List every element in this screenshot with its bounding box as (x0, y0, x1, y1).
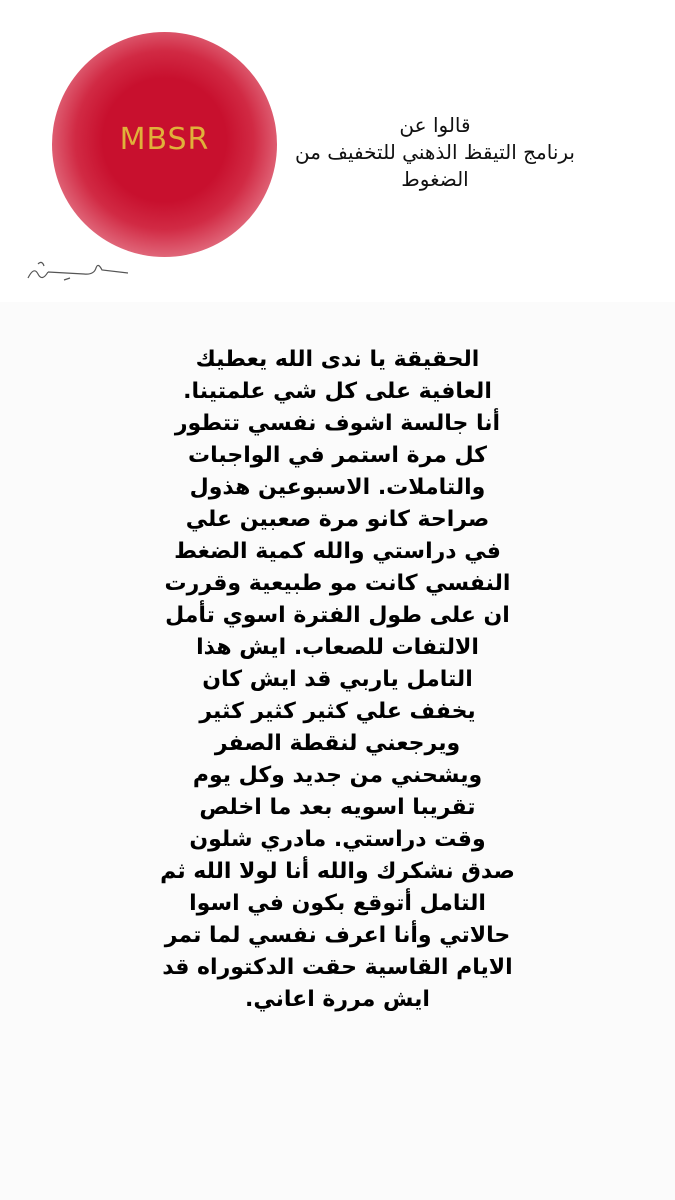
testimonial-line: حالاتي وأنا اعرف نفسي لما تمر (164, 923, 511, 948)
testimonial-line: ايش مررة اعاني. (245, 987, 430, 1012)
page-title (275, 112, 595, 193)
testimonial-line: صدق نشكرك والله أنا لولا الله ثم (160, 859, 515, 884)
signature-mark (24, 256, 134, 286)
testimonial-line: تقريبا اسويه بعد ما اخلص (199, 795, 476, 820)
mbsr-logo (52, 32, 277, 257)
testimonial-line: وقت دراستي. مادري شلون (189, 827, 486, 852)
title-line: برنامج التيقظ الذهني للتخفيف من (295, 140, 575, 164)
header-section (0, 0, 675, 300)
testimonial-line: في دراستي والله كمية الضغط (174, 539, 501, 564)
testimonial-line: الالتفات للصعاب. ايش هذا (196, 635, 479, 660)
testimonial-line: العافية على كل شي علمتينا. (183, 379, 492, 404)
testimonial-line: التامل أتوقع بكون في اسوا (189, 891, 486, 916)
testimonial-line: الايام القاسية حقت الدكتوراه قد (162, 955, 513, 980)
testimonial-line: الحقيقة يا ندى الله يعطيك (195, 347, 480, 372)
testimonial-line: والتاملات. الاسبوعين هذول (189, 475, 486, 500)
testimonial-line: كل مرة استمر في الواجبات (188, 443, 487, 468)
testimonial-line: أنا جالسة اشوف نفسي تتطور (174, 411, 501, 436)
testimonial-line: ان على طول الفترة اسوي تأمل (165, 603, 510, 628)
title-line: الضغوط (401, 167, 469, 191)
testimonial-line: التامل ياربي قد ايش كان (202, 667, 473, 692)
logo-text: MBSR (119, 122, 210, 157)
testimonial-line: النفسي كانت مو طبيعية وقررت (164, 571, 511, 596)
testimonial-line: يخفف علي كثير كثير كثير (199, 699, 476, 724)
title-line: قالوا عن (399, 113, 471, 137)
testimonial-line: ويشحني من جديد وكل يوم (192, 763, 483, 788)
testimonial-line: صراحة كانو مرة صعبين علي (185, 507, 490, 532)
testimonial-card (0, 302, 675, 1200)
testimonial-text (150, 344, 525, 1016)
testimonial-line: ويرجعني لنقطة الصفر (214, 731, 461, 756)
